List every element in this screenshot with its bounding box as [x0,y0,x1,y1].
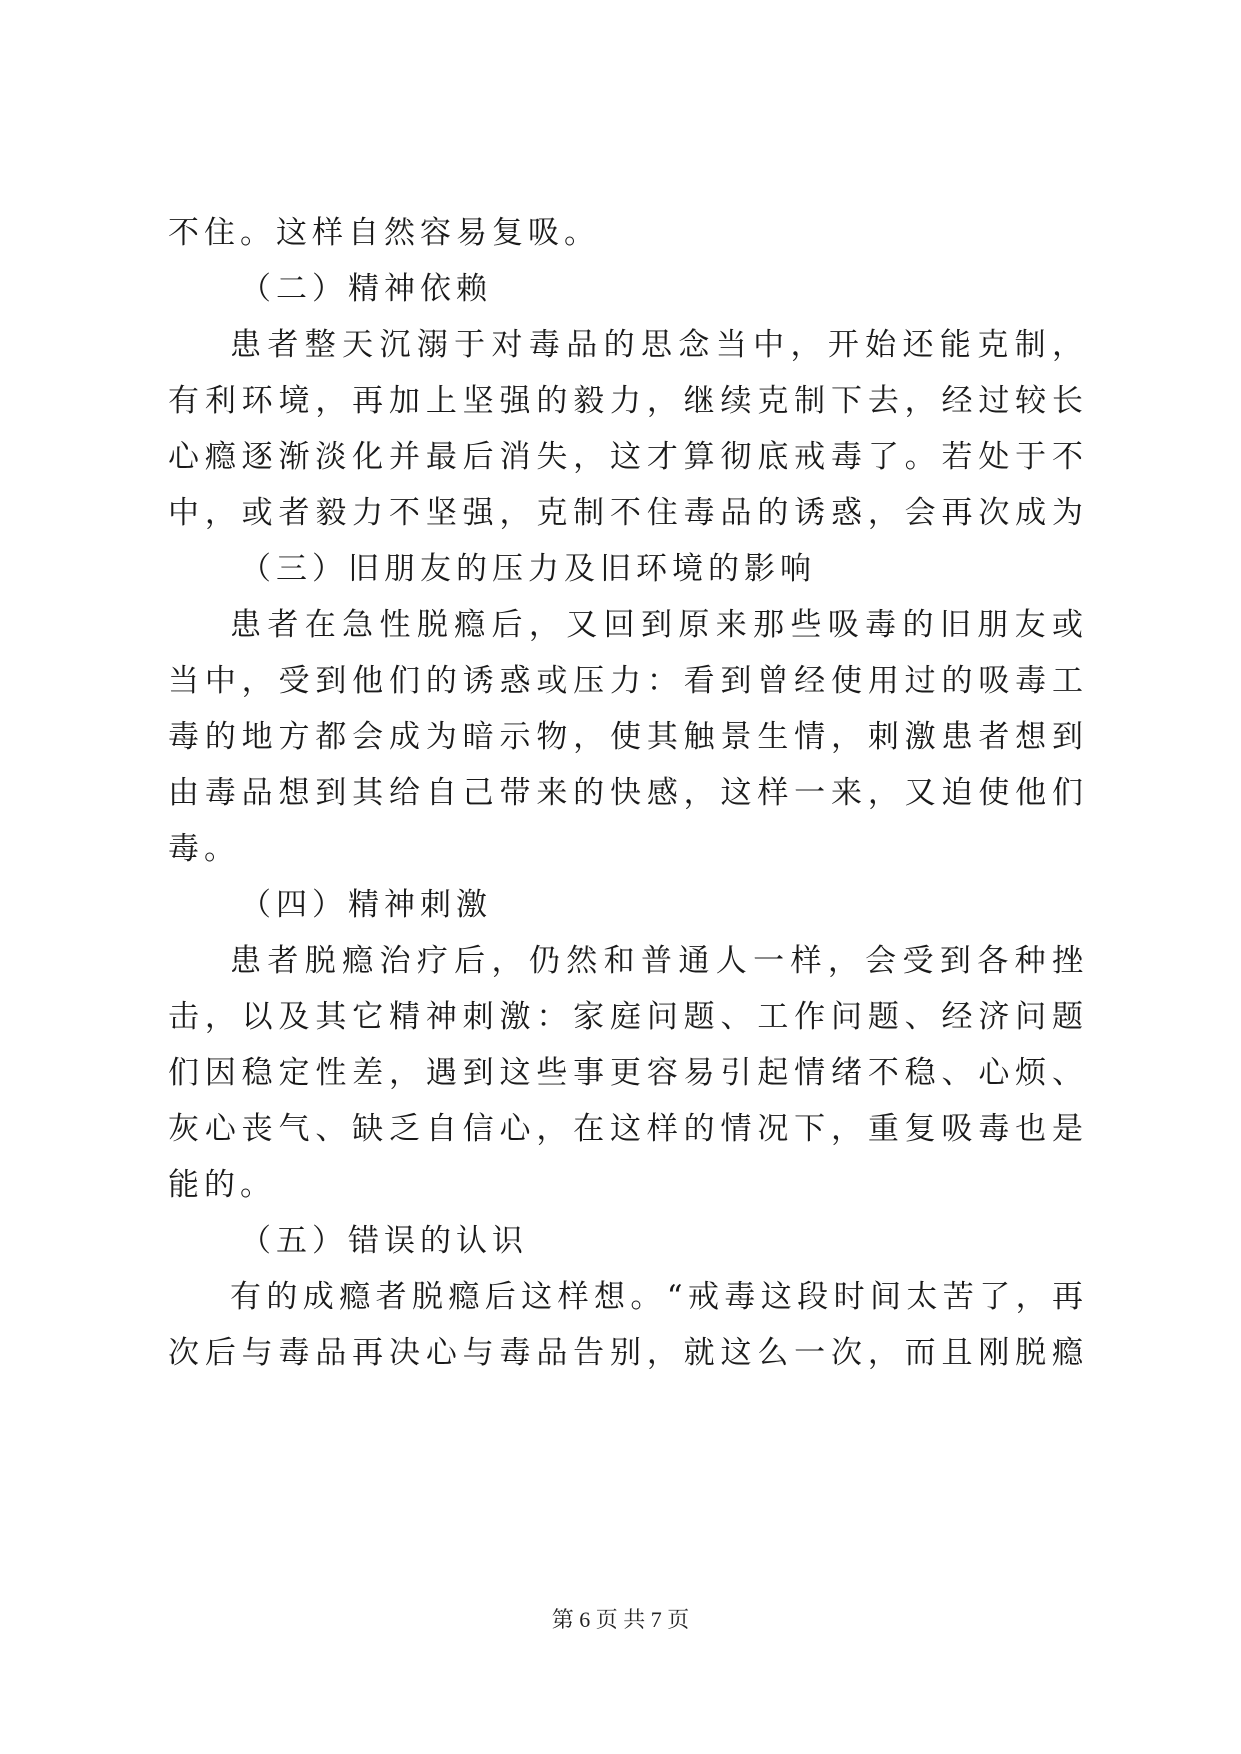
text-line: 有利环境，再加上坚强的毅力，继续克制下去，经过较长 [168,383,1088,419]
text-line: 当中，受到他们的诱惑或压力：看到曾经使用过的吸毒工 [168,663,1088,699]
text-line: 由毒品想到其给自己带来的快感，这样一来，又迫使他们 [168,775,1088,811]
text-line: 中，或者毅力不坚强，克制不住毒品的诱惑，会再次成为 [168,495,1088,531]
text-line: 次后与毒品再决心与毒品告别，就这么一次，而且刚脱瘾 [168,1335,1088,1371]
text-line: 患者整天沉溺于对毒品的思念当中，开始还能克制， [230,327,1088,363]
text-line: 灰心丧气、缺乏自信心，在这样的情况下，重复吸毒也是 [168,1111,1088,1147]
text-line: 患者在急性脱瘾后，又回到原来那些吸毒的旧朋友或 [230,607,1088,643]
body-text [168,205,1088,1381]
text-line: 心瘾逐渐淡化并最后消失，这才算彻底戒毒了。若处于不 [168,439,1088,475]
section-heading: （二）精神依赖 [240,271,492,307]
text-line: 能的。 [168,1167,276,1203]
page-number-footer: 第 6 页 共 7 页 [551,1607,690,1632]
section-heading: （四）精神刺激 [240,887,492,923]
text-line: 毒。 [168,831,240,867]
section-heading: （五）错误的认识 [240,1223,528,1259]
text-line: 有的成瘾者脱瘾后这样想。“戒毒这段时间太苦了，再 [230,1279,1088,1315]
text-line: 们因稳定性差，遇到这些事更容易引起情绪不稳、心烦、 [168,1055,1088,1091]
section-heading: （三）旧朋友的压力及旧环境的影响 [240,551,816,587]
text-line: 毒的地方都会成为暗示物，使其触景生情，刺激患者想到 [168,719,1088,755]
text-line: 击，以及其它精神刺激：家庭问题、工作问题、经济问题 [168,999,1088,1035]
text-line: 患者脱瘾治疗后，仍然和普通人一样，会受到各种挫 [230,943,1088,979]
text-line: 不住。这样自然容易复吸。 [168,215,600,251]
